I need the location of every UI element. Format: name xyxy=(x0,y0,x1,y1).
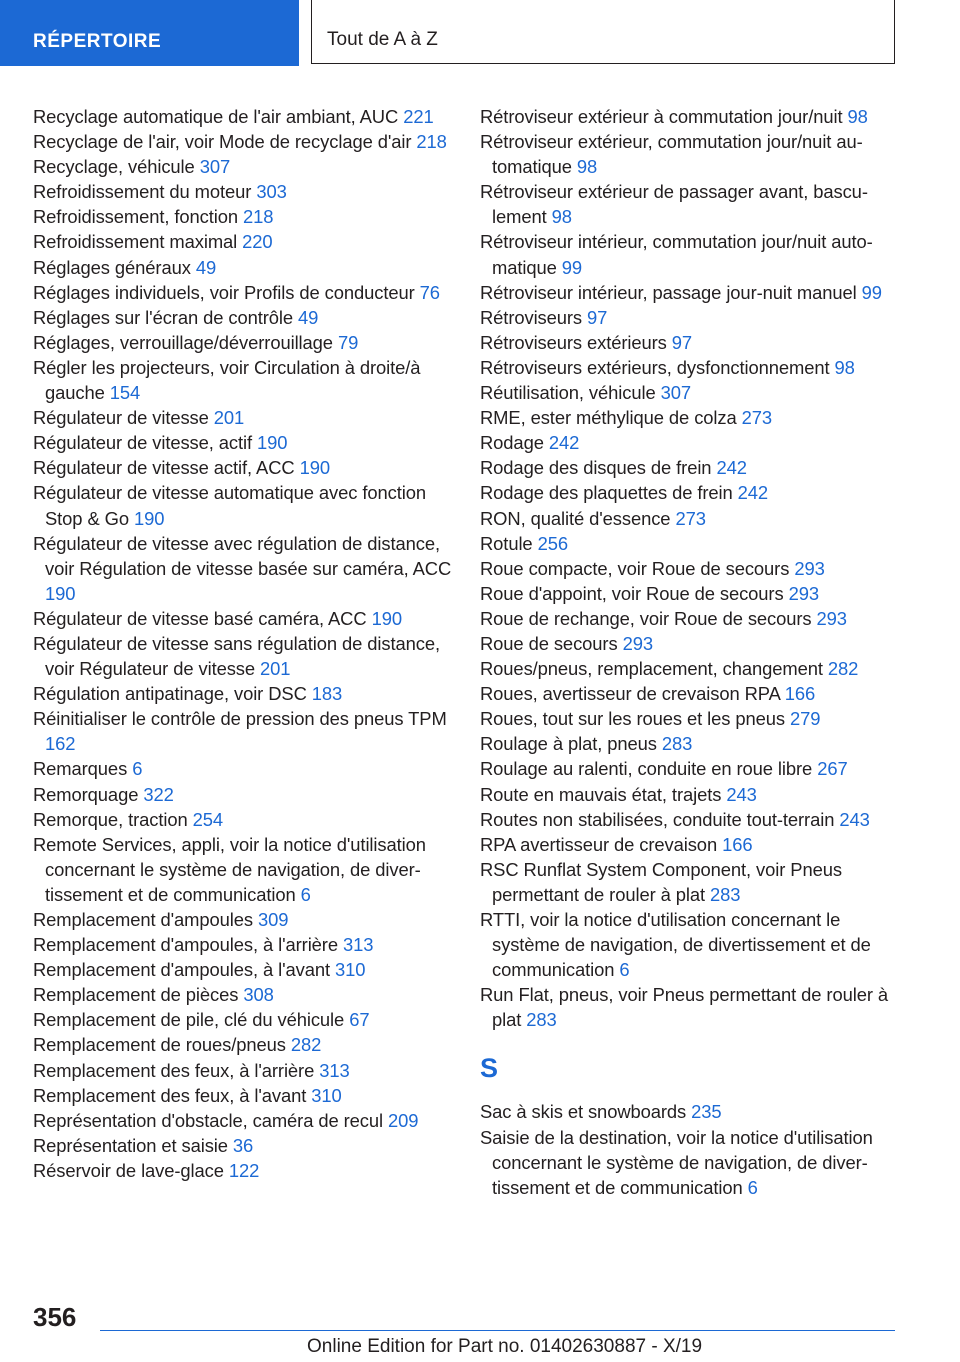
index-entry-term: Remplacement d'ampoules xyxy=(33,909,253,930)
index-entry xyxy=(33,1058,453,1083)
index-entry-page-link[interactable]: 235 xyxy=(691,1101,722,1123)
index-entry-page-link[interactable]: 308 xyxy=(243,984,274,1006)
index-entry-page-link[interactable]: 293 xyxy=(788,582,819,604)
index-entry-page-link[interactable]: 293 xyxy=(794,557,825,579)
index-entry-page-link[interactable]: 49 xyxy=(195,256,217,278)
index-entry-term: Rétroviseur extérieur à commutation jour/nuit xyxy=(480,106,843,127)
index-entry-page-link[interactable]: 209 xyxy=(387,1109,419,1131)
index-entry-page-link[interactable]: 309 xyxy=(257,909,289,930)
index-entry-page-link[interactable]: 98 xyxy=(834,356,855,378)
index-entry-page-link[interactable]: 283 xyxy=(661,733,693,755)
index-entry-term: RME, ester méthylique de colza xyxy=(480,407,737,429)
index-entry-page-link[interactable]: 282 xyxy=(290,1034,322,1056)
index-entry-term: Remarques xyxy=(33,758,128,780)
index-entry-page-link[interactable]: 273 xyxy=(741,407,773,429)
index-entry-term: Refroidissement maximal xyxy=(33,231,238,253)
index-entry-term: Réservoir de lave-glace xyxy=(33,1159,224,1181)
index-entry-page-link[interactable]: 293 xyxy=(816,607,847,629)
index-entry-page-link[interactable]: 190 xyxy=(133,507,165,529)
index-entry xyxy=(33,405,453,430)
subsection-tab[interactable] xyxy=(311,0,895,64)
index-entry-term: Remote Services, appli, voir la notice d'utilisation concernant le système de navigation, de divertissement et de communication xyxy=(33,833,426,905)
index-entry xyxy=(480,179,900,229)
index-entry-page-link[interactable]: 310 xyxy=(311,1084,342,1106)
index-column-right xyxy=(480,104,900,1200)
index-entry xyxy=(33,531,453,606)
index-entry-term: Régulateur de vitesse basé caméra, ACC xyxy=(33,607,367,629)
index-entry-page-link[interactable]: 279 xyxy=(789,708,821,730)
index-entry xyxy=(480,907,900,982)
index-entry-term: Rodage des disques de frein xyxy=(480,457,712,479)
index-entry-page-link[interactable]: 99 xyxy=(861,281,882,303)
index-entry-term: RON, qualité d'essence xyxy=(480,507,671,529)
index-entry-term: Régulateur de vitesse actif, ACC xyxy=(33,457,295,479)
index-entry xyxy=(480,506,900,531)
index-entry xyxy=(33,756,453,781)
index-entry-term: Recyclage automatique de l'air ambiant, AUC xyxy=(33,106,399,127)
index-entry-term: Saisie de la destination, voir la notice d'utilisation concernant le système de navigation, de divertissement et de communication xyxy=(480,1126,873,1198)
index-entry-term: Régulation antipatinage, voir DSC xyxy=(33,683,307,705)
index-entry-page-link[interactable]: 166 xyxy=(722,833,753,855)
index-entry xyxy=(480,631,900,656)
index-entry xyxy=(480,807,900,832)
index-entry-page-link[interactable]: 6 xyxy=(132,758,143,780)
index-entry-page-link[interactable]: 256 xyxy=(537,532,568,554)
index-entry xyxy=(33,104,453,129)
index-entry-term: Roulage à plat, pneus xyxy=(480,733,657,755)
index-entry-term: Réglages individuels, voir Profils de conducteur xyxy=(33,281,415,303)
index-entry-term: Régulateur de vitesse sans régulation de distance, voir Régulateur de vitesse xyxy=(33,632,441,680)
subsection-tab-label: Tout de A à Z xyxy=(327,29,438,50)
index-entry xyxy=(480,556,900,581)
index-entry-term: Rétroviseur intérieur, commutation jour/nuit automatique xyxy=(480,231,873,278)
index-entry-page-link[interactable]: 6 xyxy=(747,1176,758,1198)
index-entry xyxy=(33,455,453,480)
index-entry xyxy=(480,104,900,129)
page-header xyxy=(0,0,960,66)
index-entry xyxy=(33,807,453,832)
index-entry xyxy=(480,857,900,907)
index-entry-term: Sac à skis et snowboards xyxy=(480,1101,687,1123)
index-entry xyxy=(480,756,900,781)
index-entry-page-link[interactable]: 201 xyxy=(213,407,245,429)
index-entry-term: Rétroviseurs xyxy=(480,306,583,328)
index-entry xyxy=(33,681,453,706)
index-entry-term: Recyclage, véhicule xyxy=(33,156,195,178)
index-entry-page-link[interactable]: 307 xyxy=(199,156,231,178)
index-entry-term: Roue de rechange, voir Roue de secours xyxy=(480,607,812,629)
index-entry xyxy=(480,455,900,480)
index-entry xyxy=(480,229,900,279)
index-entry xyxy=(33,280,453,305)
index-entry-page-link[interactable]: 190 xyxy=(299,457,330,479)
index-entry-page-link[interactable]: 190 xyxy=(371,607,402,629)
index-entry xyxy=(33,129,453,154)
index-entry-page-link[interactable]: 283 xyxy=(710,883,741,905)
index-entry xyxy=(480,581,900,606)
index-entry xyxy=(33,907,453,932)
index-entry-page-link[interactable]: 313 xyxy=(319,1059,350,1081)
index-entry-page-link[interactable]: 201 xyxy=(260,658,291,680)
index-entry-term: Refroidissement du moteur xyxy=(33,181,252,203)
section-tab-label: RÉPERTOIRE xyxy=(33,31,162,52)
index-entry-term: Régulateur de vitesse xyxy=(33,407,209,429)
index-entry-page-link[interactable]: 190 xyxy=(257,432,288,454)
index-entry-page-link[interactable]: 183 xyxy=(311,683,343,705)
index-entry-page-link[interactable]: 218 xyxy=(416,131,447,153)
index-entry-page-link[interactable]: 273 xyxy=(675,507,706,529)
index-entry-term: Régulateur de vitesse, actif xyxy=(33,432,253,454)
index-entry xyxy=(33,1158,453,1183)
index-entry xyxy=(480,305,900,330)
index-entry xyxy=(480,480,900,505)
index-entry-term: Run Flat, pneus, voir Pneus permettant de rouler à plat xyxy=(480,984,888,1031)
index-entry-term: Représentation d'obstacle, caméra de recul xyxy=(33,1109,383,1131)
index-entry-term: Remplacement des feux, à l'arrière xyxy=(33,1059,315,1081)
index-entry-page-link[interactable]: 79 xyxy=(337,331,359,353)
index-entry-term: Remplacement d'ampoules, à l'arrière xyxy=(33,934,338,956)
index-entry-page-link[interactable]: 322 xyxy=(143,783,174,805)
index-entry xyxy=(33,1007,453,1032)
index-entry xyxy=(33,179,453,204)
index-entry-page-link[interactable]: 220 xyxy=(242,231,273,253)
index-entry-page-link[interactable]: 98 xyxy=(551,206,572,228)
index-entry xyxy=(480,731,900,756)
index-entry xyxy=(33,782,453,807)
index-entry xyxy=(33,706,453,756)
index-entry xyxy=(33,430,453,455)
index-entry-page-link[interactable]: 313 xyxy=(342,934,374,956)
index-entry-term: Remorquage xyxy=(33,783,139,805)
index-entry xyxy=(33,1083,453,1108)
index-entry xyxy=(33,305,453,330)
page-number: 356 xyxy=(33,1302,77,1332)
index-entry xyxy=(480,1125,900,1200)
index-entry-term: Route en mauvais état, trajets xyxy=(480,783,722,805)
index-entry-term: Roue compacte, voir Roue de secours xyxy=(480,557,790,579)
index-entry-page-link[interactable]: 282 xyxy=(827,658,859,680)
index-entry-term: Roulage au ralenti, conduite en roue libre xyxy=(480,758,813,780)
index-entry-page-link[interactable]: 254 xyxy=(192,808,223,830)
index-entry-page-link[interactable]: 122 xyxy=(228,1159,260,1181)
footer-edition-text: Online Edition for Part no. 01402630887 - X/19 xyxy=(307,1336,703,1357)
index-entry xyxy=(33,255,453,280)
index-entry-term: Remplacement de pile, clé du véhicule xyxy=(33,1009,345,1031)
index-entry-page-link[interactable]: 267 xyxy=(817,758,848,780)
index-entry-term: RTTI, voir la notice d'utilisation concernant le système de navigation, de divertissement et de communication xyxy=(480,909,871,981)
section-tab[interactable] xyxy=(0,0,299,66)
index-entry-term: Roue d'appoint, voir Roue de secours xyxy=(480,582,784,604)
index-entry-page-link[interactable]: 154 xyxy=(109,382,141,404)
index-entry-page-link[interactable]: 221 xyxy=(403,106,434,127)
index-entry-term: Rétroviseur intérieur, passage jour-nuit manuel xyxy=(480,281,857,303)
index-entry-page-link[interactable]: 6 xyxy=(300,883,311,905)
index-entry-term: Rotule xyxy=(480,532,533,554)
index-entry-term: Réglages sur l'écran de contrôle xyxy=(33,306,293,328)
index-entry-page-link[interactable]: 242 xyxy=(548,432,580,454)
index-entry-page-link[interactable]: 98 xyxy=(847,106,868,127)
index-entry-page-link[interactable]: 49 xyxy=(298,306,319,328)
footer-divider xyxy=(100,1330,895,1331)
index-entry xyxy=(480,606,900,631)
index-entry xyxy=(480,832,900,857)
index-entry xyxy=(33,1108,453,1133)
index-entry xyxy=(480,681,900,706)
index-entry xyxy=(33,957,453,982)
index-entry-page-link[interactable]: 283 xyxy=(526,1009,557,1031)
index-entry-term: Rétroviseurs extérieurs xyxy=(480,331,667,353)
index-entry-term: Roues, avertisseur de crevaison RPA xyxy=(480,683,780,705)
index-entry xyxy=(480,129,900,179)
index-entry-term: Régler les projecteurs, voir Circulation à droite/à gauche xyxy=(33,356,421,404)
index-entry xyxy=(480,330,900,355)
index-entry-term: Réutilisation, véhicule xyxy=(480,382,656,404)
index-entry xyxy=(33,982,453,1007)
index-column-left xyxy=(33,104,453,1183)
index-entry xyxy=(480,531,900,556)
index-entry-page-link[interactable]: 98 xyxy=(576,156,598,178)
index-entry-page-link[interactable]: 99 xyxy=(561,256,583,278)
index-entry xyxy=(480,405,900,430)
index-entry-page-link[interactable]: 6 xyxy=(619,959,630,981)
index-entry xyxy=(33,932,453,957)
index-entry-page-link[interactable]: 218 xyxy=(243,206,274,228)
index-entry-term: Rodage des plaquettes de frein xyxy=(480,482,733,504)
index-entry-page-link[interactable]: 307 xyxy=(660,382,691,404)
index-entry xyxy=(33,154,453,179)
index-entry xyxy=(480,380,900,405)
index-entry xyxy=(480,982,900,1032)
index-entry-term: Remplacement de roues/pneus xyxy=(33,1034,286,1056)
index-entry-term: Représentation et saisie xyxy=(33,1134,228,1156)
index-entry-term: Remplacement d'ampoules, à l'avant xyxy=(33,959,331,981)
index-entry-term: Recyclage de l'air, voir Mode de recyclage d'air xyxy=(33,131,412,153)
index-entry-page-link[interactable]: 242 xyxy=(737,482,769,504)
index-entry-page-link[interactable]: 293 xyxy=(622,632,653,654)
index-entry xyxy=(480,656,900,681)
index-entry-page-link[interactable]: 243 xyxy=(726,783,757,805)
index-entry xyxy=(480,280,900,305)
index-entry-page-link[interactable]: 166 xyxy=(784,683,816,705)
index-entry-term: Rodage xyxy=(480,432,544,454)
index-entry-term: RSC Runflat System Component, voir Pneus permettant de rouler à plat xyxy=(480,858,842,905)
index-entry xyxy=(33,606,453,631)
index-entry xyxy=(33,832,453,907)
index-entry-term: RPA avertisseur de crevaison xyxy=(480,833,718,855)
index-entry-page-link[interactable]: 243 xyxy=(839,808,870,830)
index-entry xyxy=(33,355,453,405)
index-entry-page-link[interactable]: 310 xyxy=(335,959,366,981)
index-entry xyxy=(33,1133,453,1158)
index-entry xyxy=(33,204,453,229)
index-entry-term: Rétroviseur extérieur de passager avant, basculement xyxy=(480,181,868,228)
index-entry-page-link[interactable]: 67 xyxy=(349,1009,370,1031)
index-entry-term: Routes non stabilisées, conduite tout-terrain xyxy=(480,808,835,830)
index-entry-page-link[interactable]: 36 xyxy=(232,1134,254,1156)
index-entry-term: Réglages, verrouillage/déverrouillage xyxy=(33,331,333,353)
index-entry xyxy=(33,229,453,254)
index-entry xyxy=(480,706,900,731)
index-entry-page-link[interactable]: 190 xyxy=(45,582,76,604)
index-entry xyxy=(480,430,900,455)
index-entry-page-link[interactable]: 162 xyxy=(45,733,76,755)
index-entry-term: Refroidissement, fonction xyxy=(33,206,239,228)
index-entry-term: Roues, tout sur les roues et les pneus xyxy=(480,708,785,730)
index-entry-term: Régulateur de vitesse automatique avec fonction Stop & Go xyxy=(33,482,426,529)
index-entry-term: Rétroviseur extérieur, commutation jour/nuit automatique xyxy=(480,131,863,178)
index-entry xyxy=(480,355,900,380)
index-entry-page-link[interactable]: 303 xyxy=(256,181,287,203)
index-entry-term: Remorque, traction xyxy=(33,808,188,830)
index-entry-page-link[interactable]: 76 xyxy=(419,281,440,303)
index-entry-term: Régulateur de vitesse avec régulation de distance, voir Régulation de vitesse basée sur caméra, ACC xyxy=(33,532,452,579)
index-entry-term: Remplacement des feux, à l'avant xyxy=(33,1084,307,1106)
index-entry-term: Réglages généraux xyxy=(33,256,191,278)
index-entry-term: Réinitialiser le contrôle de pression des pneus TPM xyxy=(33,708,447,730)
index-entry xyxy=(480,1099,900,1124)
index-entry xyxy=(480,782,900,807)
index-entry-term: Roues/pneus, remplacement, changement xyxy=(480,658,823,680)
index-entry xyxy=(33,1032,453,1057)
index-entry-page-link[interactable]: 242 xyxy=(716,457,747,479)
index-entry xyxy=(33,631,453,681)
index-entry-term: Rétroviseurs extérieurs, dysfonctionnement xyxy=(480,356,830,378)
index-entry-term: Remplacement de pièces xyxy=(33,984,239,1006)
index-entry xyxy=(33,480,453,530)
index-entry-term: Roue de secours xyxy=(480,632,618,654)
index-entry xyxy=(33,330,453,355)
index-entry-page-link[interactable]: 97 xyxy=(587,306,608,328)
section-letter-heading: S xyxy=(480,1053,499,1084)
index-entry-page-link[interactable]: 97 xyxy=(671,331,693,353)
